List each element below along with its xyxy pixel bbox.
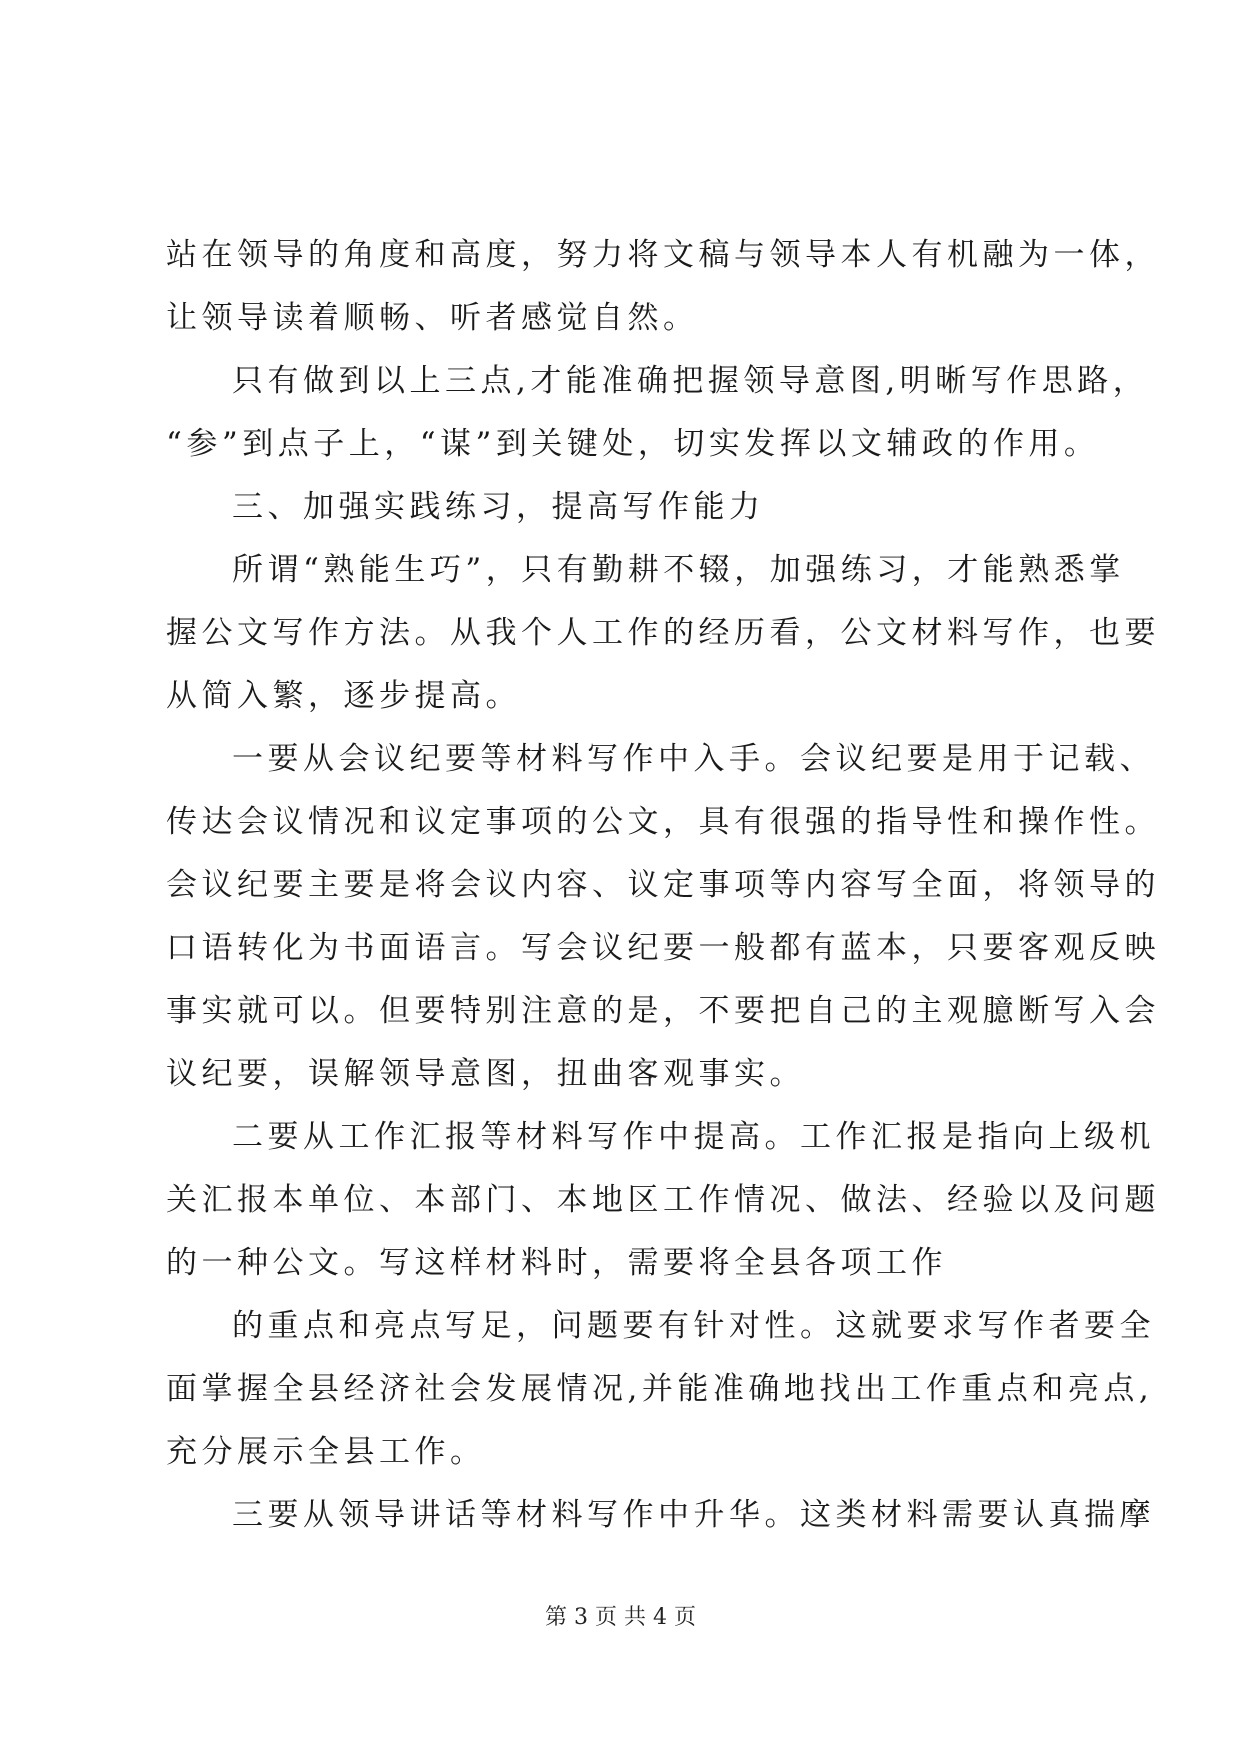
page-number-footer: 第 3 页 共 4 页	[545, 1605, 696, 1630]
text-line: 从简入繁，逐步提高。	[166, 678, 521, 714]
text-line: 让领导读着顺畅、听者感觉自然。	[166, 300, 699, 336]
text-line: 传达会议情况和议定事项的公文，具有很强的指导性和操作性。	[166, 804, 1160, 840]
text-line: “参”到点子上，“谋”到关键处，切实发挥以文辅政的作用。	[166, 426, 1100, 462]
text-line: 面掌握全县经济社会发展情况,并能准确地找出工作重点和亮点,	[166, 1371, 1154, 1407]
text-line: 三要从领导讲话等材料写作中升华。这类材料需要认真揣摩	[232, 1497, 1155, 1533]
text-line: 的重点和亮点写足，问题要有针对性。这就要求写作者要全	[232, 1308, 1155, 1344]
text-line: 议纪要，误解领导意图，扭曲客观事实。	[166, 1056, 805, 1092]
text-line: 关汇报本单位、本部门、本地区工作情况、做法、经验以及问题	[166, 1182, 1160, 1218]
text-line: 充分展示全县工作。	[166, 1434, 486, 1470]
text-line: 握公文写作方法。从我个人工作的经历看，公文材料写作，也要	[166, 615, 1160, 651]
text-line: 会议纪要主要是将会议内容、议定事项等内容写全面，将领导的	[166, 867, 1160, 903]
text-line: 只有做到以上三点,才能准确把握领导意图,明晰写作思路，	[232, 363, 1149, 399]
section-heading: 三、加强实践练习，提高写作能力	[232, 489, 765, 525]
text-line: 的一种公文。写这样材料时，需要将全县各项工作	[166, 1245, 947, 1281]
text-line: 二要从工作汇报等材料写作中提高。工作汇报是指向上级机	[232, 1119, 1155, 1155]
text-line: 站在领导的角度和高度，努力将文稿与领导本人有机融为一体，	[166, 237, 1160, 273]
document-body	[166, 224, 1160, 1547]
text-line: 所谓“熟能生巧”，只有勤耕不辍，加强练习，才能熟悉掌	[232, 552, 1125, 588]
text-line: 口语转化为书面语言。写会议纪要一般都有蓝本，只要客观反映	[166, 930, 1160, 966]
text-line: 事实就可以。但要特别注意的是，不要把自己的主观臆断写入会	[166, 993, 1160, 1029]
text-line: 一要从会议纪要等材料写作中入手。会议纪要是用于记载、	[232, 741, 1155, 777]
